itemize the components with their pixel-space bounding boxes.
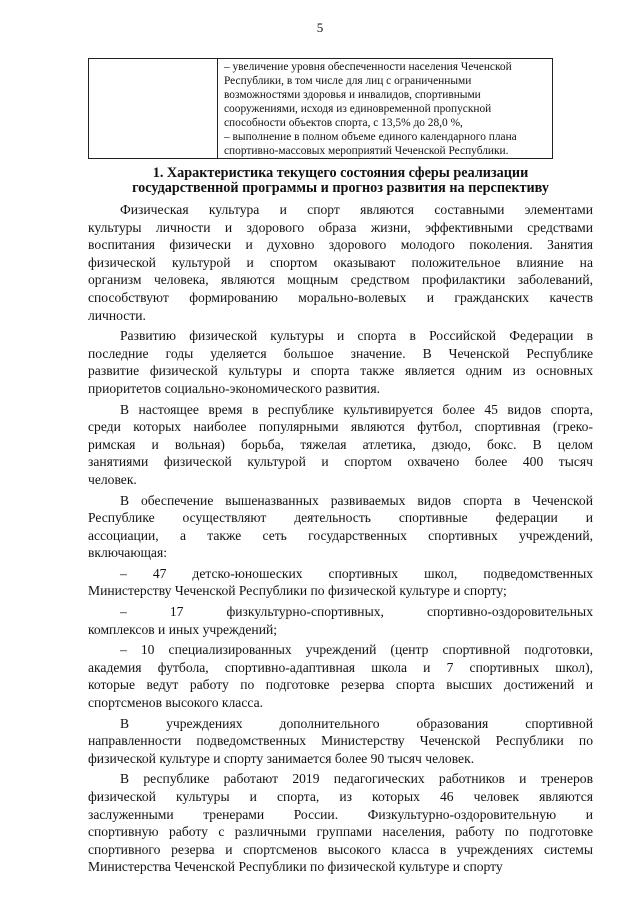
- table-line: способности объектов спорта, с 13,5% до 28,0 %,: [224, 117, 463, 129]
- paragraph-line: Республике осуществляют деятельность спортивные федерации и: [88, 510, 593, 526]
- paragraph-line: ассоциации, а также сеть государственных спортивных учреждений,: [88, 527, 593, 543]
- paragraph-line: В учреждениях дополнительного образования спортивной: [120, 715, 593, 731]
- paragraph-line: В настоящее время в республике культивируется более 45 видов спорта,: [120, 401, 593, 417]
- paragraph: [88, 603, 593, 638]
- paragraph-line: личности.: [88, 307, 146, 323]
- table-line: – увеличение уровня обеспеченности населения Чеченской: [224, 61, 512, 73]
- paragraph-line: В республике работают 2019 педагогических работников и тренеров: [120, 771, 593, 787]
- paragraph-line: заслуженными тренерами России. Физкультурно-оздоровительную и: [88, 806, 593, 822]
- paragraph-line: культуры личности и здорового образа жизни, эффективными средствами: [88, 219, 593, 235]
- paragraph-line: спортсменов высокого класса.: [88, 695, 263, 711]
- paragraph-line: воспитания физически и духовно здорового молодого поколения. Занятия: [88, 237, 593, 253]
- paragraph-line: Министерству Чеченской Республики по физической культуре и спорту;: [88, 583, 507, 599]
- paragraph-line: физической культуры и спорта, из которых 46 человек являются: [88, 789, 593, 804]
- paragraph: [88, 201, 593, 324]
- paragraph-line: – 17 физкультурно-спортивных, спортивно-оздоровительных: [120, 604, 593, 620]
- paragraph-line: включающая:: [88, 545, 168, 561]
- table-cell-right: [218, 59, 553, 159]
- section-heading: [88, 166, 593, 196]
- paragraph-line: Министерства Чеченской Республики по физической культуре и спорту: [88, 859, 503, 875]
- paragraph-line: академия футбола, спортивно-адаптивная школа и 7 спортивных школ),: [88, 659, 593, 675]
- paragraph: [88, 401, 593, 489]
- paragraph-line: физической культурой и спортом оказывают положительное влияние на: [88, 254, 593, 270]
- paragraph-line: В обеспечение вышеназванных развиваемых видов спорта в Чеченской: [120, 492, 593, 508]
- paragraph-line: занятиями физической культурой и спортом охвачено более 400 тысяч: [88, 454, 593, 470]
- heading-line: государственной программы и прогноз развития на перспективу: [132, 180, 549, 196]
- paragraph-line: физической культуре и спорту занимается более 90 тысяч человек.: [88, 750, 475, 766]
- table-line: – выполнение в полном объеме единого календарного плана: [224, 131, 517, 143]
- table-row: [89, 59, 553, 159]
- paragraph-line: спортивную работу с различными группами населения, работу по подготовке: [88, 824, 593, 840]
- paragraph-line: способствуют формированию морально-волевых и гражданских качеств: [88, 289, 593, 305]
- paragraph: [88, 770, 593, 876]
- paragraph-line: Физическая культура и спорт являются составными элементами: [120, 202, 593, 217]
- paragraph-line: приоритетов социально-экономического развития.: [88, 380, 381, 396]
- paragraph: [88, 715, 593, 768]
- paragraph-line: – 10 специализированных учреждений (центр спортивной подготовки,: [120, 642, 593, 658]
- paragraph-line: последние годы уделяется большое значение. В Чеченской Республике: [88, 345, 593, 361]
- paragraph: [88, 327, 593, 397]
- table-line: Республики, в том числе для лиц с ограниченными: [224, 75, 472, 87]
- body-text: [88, 201, 593, 879]
- paragraph: [88, 641, 593, 711]
- paragraph: [88, 565, 593, 600]
- paragraph-line: среди которых наиболее популярными являются футбол, спортивная (греко-: [88, 419, 593, 435]
- table-line: возможностями здоровья и инвалидов, спортивными: [224, 89, 481, 101]
- paragraph-line: человек.: [88, 471, 137, 487]
- table-cell-left: [89, 59, 218, 159]
- heading-line: 1. Характеристика текущего состояния сферы реализации: [152, 165, 529, 181]
- paragraph-line: Развитию физической культуры и спорта в Российской Федерации в: [120, 328, 593, 344]
- paragraph-line: комплексов и иных учреждений;: [88, 621, 278, 637]
- paragraph-line: развитие физической культуры и спорта также является одним из основных: [88, 363, 593, 379]
- paragraph-line: направленности подведомственных Министерству Чеченской Республики по: [88, 733, 593, 749]
- table-line: сооружениями, исходя из единовременной пропускной: [224, 103, 492, 115]
- paragraph: [88, 492, 593, 562]
- page-number: 5: [316, 20, 324, 35]
- paragraph-line: – 47 детско-юношеских спортивных школ, подведомственных: [120, 565, 593, 581]
- paragraph-line: римская и вольная) борьба, тяжелая атлетика, дзюдо, бокс. В целом: [88, 436, 593, 452]
- paragraph-line: которые ведут работу по подготовке резерва спорта высших достижений и: [88, 677, 593, 693]
- paragraph-line: организм человека, являются мощным средством профилактики заболеваний,: [88, 272, 593, 288]
- goals-table: [88, 58, 553, 159]
- paragraph-line: спортивного резерва и спортсменов высокого класса в учреждениях системы: [88, 841, 593, 857]
- table-line: спортивно-массовых мероприятий Чеченской Республики.: [224, 145, 509, 157]
